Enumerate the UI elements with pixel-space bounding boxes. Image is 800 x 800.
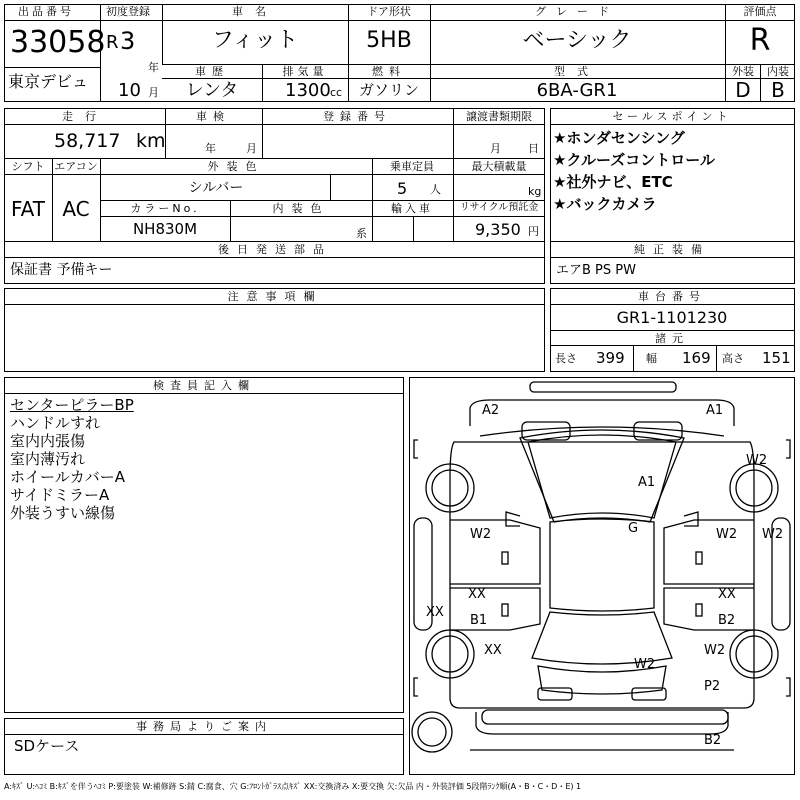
sales-point-item: ★バックカメラ (553, 195, 657, 213)
inspector-line: ハンドルすれ (10, 414, 101, 432)
interior-grade: B (771, 78, 785, 102)
door-type: 5HB (366, 28, 412, 53)
inspector-label: 検査員記入欄 (153, 379, 255, 392)
inspector-line: 室内内張傷 (10, 432, 86, 450)
ac-label: エアコン (54, 160, 98, 173)
transfer-label: 譲渡書類期限 (466, 110, 532, 123)
office-label: 事務局よりご案内 (136, 720, 272, 733)
recycle-label: リサイクル預託金 (459, 202, 539, 213)
shift-value: FAT (10, 197, 46, 221)
mark-hood: A1 (638, 475, 656, 490)
inspector-line: センターピラーBP (10, 396, 134, 414)
transfer-day-unit: 日 (528, 142, 539, 155)
inspection-month-unit: 月 (246, 142, 257, 155)
mark-roof: G (628, 521, 639, 536)
grade: ベーシック (522, 28, 632, 53)
notes-label: 注意事項欄 (227, 290, 323, 303)
car-diagram-svg (410, 378, 794, 774)
mark-left-edge: XX (426, 605, 444, 620)
ext-color-label: 外装色 (207, 160, 265, 173)
interior-label: 内装 (767, 65, 789, 78)
exterior-label: 外装 (732, 65, 754, 78)
inspection-label: 車検 (196, 110, 230, 123)
recycle-unit: 円 (528, 225, 539, 238)
later-parts: 保証書 予備キー (10, 262, 113, 278)
ac-value: AC (62, 197, 90, 221)
mark-right-front-door: W2 (716, 527, 738, 542)
recycle-fee: 9,350 (475, 220, 521, 239)
sales-points-label: セールスポイント (612, 110, 732, 123)
displacement-label: 排気量 (282, 65, 328, 78)
equipment-value: エアB PS PW (556, 263, 636, 278)
era-letter: R (106, 32, 119, 53)
max-load-unit: kg (528, 185, 542, 198)
capacity: 5 (397, 179, 408, 198)
inspector-line: ホイールカバーA (10, 468, 125, 486)
int-color-suffix: 系 (356, 227, 367, 240)
mark-left-rear-door: XX (468, 587, 486, 602)
mark-left-front-door: W2 (470, 527, 492, 542)
mileage: 58,717 (54, 130, 121, 152)
chassis-number: GR1-1101230 (616, 308, 728, 327)
inspector-line: 室内薄汚れ (10, 450, 86, 468)
fuel-label: 燃料 (372, 65, 406, 78)
inspector-line: サイドミラーA (10, 486, 110, 504)
capacity-unit: 人 (430, 183, 441, 196)
shift-label: シフト (11, 160, 45, 173)
height-label: 高さ (722, 352, 744, 365)
capacity-label: 乗車定員 (390, 160, 434, 173)
inspector-line: 外装うすい線傷 (10, 504, 116, 522)
inspection-year-unit: 年 (205, 142, 216, 155)
width-value: 169 (682, 349, 711, 367)
registration-label: 登録番号 (323, 110, 391, 123)
mark-right-rear-door: XX (718, 587, 736, 602)
sales-point-item: ★社外ナビ、ETC (553, 173, 673, 191)
mileage-unit: km (136, 130, 166, 152)
later-parts-label: 後日発送部品 (218, 243, 332, 256)
era-year: 3 (120, 27, 136, 55)
first-reg-month: 10 (118, 80, 141, 101)
exterior-grade: D (735, 78, 751, 102)
mark-left-rear-quarter: XX (484, 643, 502, 658)
color-no-label: カラーNo. (130, 202, 200, 215)
office-text: SDケース (14, 737, 80, 755)
mark-rear-right: P2 (704, 679, 721, 694)
inspector-lines (10, 396, 134, 522)
width-label: 幅 (646, 352, 657, 365)
max-load-label: 最大積載量 (471, 160, 527, 173)
displacement-unit: cc (330, 86, 343, 99)
car-diagram (409, 377, 795, 775)
model-code: 6BA-GR1 (536, 80, 618, 101)
grade-label: グレード (535, 5, 619, 18)
color-no: NH830M (132, 220, 198, 238)
ext-color: シルバー (188, 180, 244, 196)
mark-front-right: A1 (706, 403, 724, 418)
import-label: 輸入車 (391, 202, 433, 215)
int-color-label: 内装色 (272, 202, 330, 215)
legend: A:ｷｽﾞ U:ﾍｺﾐ B:ｷｽﾞを伴うﾍｺﾐ P:要塗装 W:補修跡 S:錆 C:腐食、穴 G:ﾌﾛﾝﾄｶﾞﾗｽ点ｷｽﾞ XX:交換済み X:要交換 欠:欠品 内・外装評価 5段階ﾗﾝｸ順(A・B・C・D・E) 1 (4, 782, 582, 791)
displacement: 1300 (285, 80, 331, 101)
sales-point-item: ★ホンダセンシング (553, 129, 685, 147)
car-name-label: 車名 (232, 5, 278, 18)
length-value: 399 (596, 349, 625, 367)
mark-front-left: A2 (482, 403, 500, 418)
fuel: ガソリン (358, 81, 420, 99)
first-reg-label: 初度登録 (106, 5, 150, 18)
mark-right-rocker: B2 (718, 613, 736, 628)
door-label: ドア形状 (367, 5, 411, 18)
venue: 東京デビュ (8, 72, 89, 91)
mark-rear-bumper: B2 (704, 733, 722, 748)
mark-right-front-fender: W2 (746, 453, 768, 468)
lot-no: 33058 (10, 25, 106, 60)
mark-trunk: W2 (634, 657, 656, 672)
mileage-label: 走行 (62, 110, 108, 123)
mark-right-rear-quarter: W2 (704, 643, 726, 658)
year-unit: 年 (148, 61, 159, 74)
mark-right-edge: W2 (762, 527, 784, 542)
equipment-label: 純正装備 (634, 243, 710, 256)
length-label: 長さ (555, 352, 577, 365)
car-name: フィット (211, 28, 299, 53)
sales-point-item: ★クルーズコントロール (553, 151, 715, 169)
height-value: 151 (762, 349, 791, 367)
history-label: 車歴 (195, 65, 229, 78)
score: R (749, 23, 771, 58)
mark-left-rocker: B1 (470, 613, 488, 628)
history: レンタ (185, 80, 239, 101)
month-unit: 月 (148, 86, 159, 99)
chassis-label: 車台番号 (638, 290, 706, 303)
model-code-label: 型式 (554, 65, 600, 78)
lot-no-label: 出品番号 (18, 5, 74, 18)
score-label: 評価点 (743, 5, 777, 18)
transfer-month-unit: 月 (490, 142, 501, 155)
dims-label: 諸元 (655, 332, 689, 345)
